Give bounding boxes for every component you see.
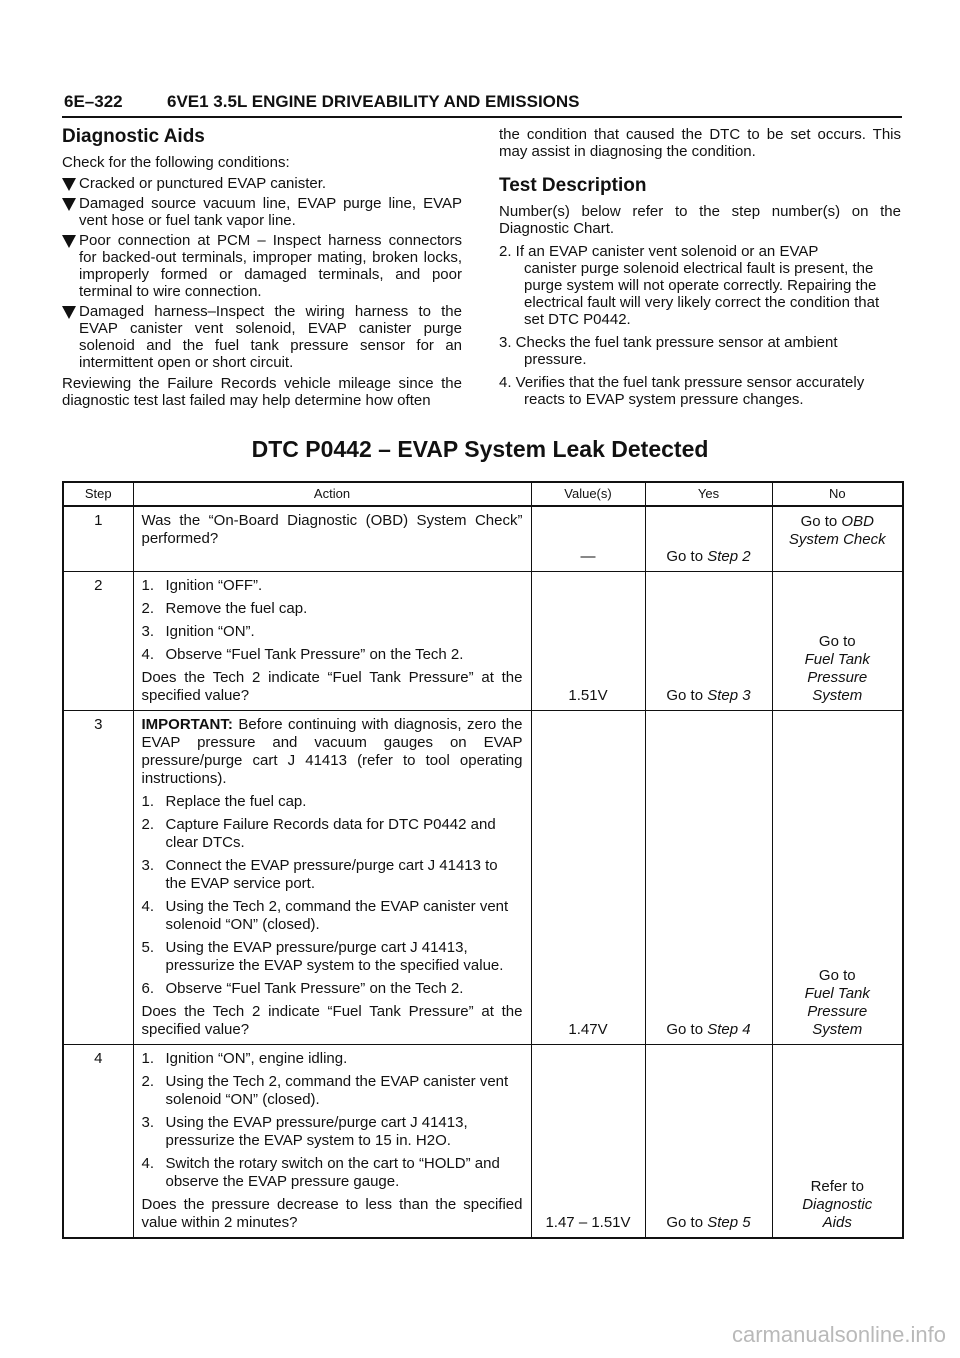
action-item: 3. Using the EVAP pressure/purge cart J 41413, pressurize the EVAP system to 15 in. H2O. xyxy=(141,1114,468,1149)
action-item: 2. Capture Failure Records data for DTC P0442 and clear DTCs. xyxy=(141,816,496,851)
step-reference-link[interactable]: Step 3 xyxy=(707,687,751,704)
dtc-title: DTC P0442 – EVAP System Leak Detected xyxy=(251,436,709,462)
action-question: Does the Tech 2 indicate “Fuel Tank Pressure” at the specified value? xyxy=(141,1003,523,1038)
condition-list xyxy=(62,175,462,371)
test-description-item: 3. Checks the fuel tank pressure sensor at ambient pressure. xyxy=(499,334,838,368)
left-column xyxy=(62,126,462,409)
condition-item: Damaged source vacuum line, EVAP purge line, EVAP vent hose or fuel tank vapor line. xyxy=(62,195,462,229)
step-number: 3 xyxy=(63,711,133,1045)
test-description-intro: Number(s) below refer to the step number(s) on the Diagnostic Chart. xyxy=(499,203,901,237)
diagnostic-aids-closing-continued: the condition that caused the DTC to be set occurs. This may assist in diagnosing the condition. xyxy=(499,126,901,160)
action-item: 4. Observe “Fuel Tank Pressure” on the Tech 2. xyxy=(141,646,464,663)
right-column xyxy=(499,126,901,408)
no-cell: Go to Fuel Tank Pressure System xyxy=(772,711,903,1045)
procedure-reference-link[interactable]: Fuel Tank Pressure System xyxy=(804,651,870,704)
test-description-item: 2. If an EVAP canister vent solenoid or an EVAP canister purge solenoid electrical fault is present, the purge system will not operate correctly. Repairing the electrical fault will very likely correct the condition that set DTC P0442. xyxy=(499,243,880,328)
page-header xyxy=(62,90,902,118)
test-description-heading: Test Description xyxy=(499,175,647,196)
action-item: 5. Using the EVAP pressure/purge cart J 41413, pressurize the EVAP system to the specified value. xyxy=(141,939,504,974)
column-header-yes: Yes xyxy=(645,482,772,506)
no-cell: Go to Fuel Tank Pressure System xyxy=(772,572,903,711)
action-cell xyxy=(133,711,531,1045)
no-cell: Go to OBD System Check xyxy=(772,506,903,572)
action-item: 3. Connect the EVAP pressure/purge cart J 41413 to the EVAP service port. xyxy=(141,857,498,892)
action-item: 4. Using the Tech 2, command the EVAP canister vent solenoid “ON” (closed). xyxy=(141,898,509,933)
action-question: Does the pressure decrease to less than the specified value within 2 minutes? xyxy=(141,1196,523,1231)
diagnostic-aids-closing: Reviewing the Failure Records vehicle mileage since the diagnostic test last failed may help determine how often xyxy=(62,375,462,409)
yes-cell: Go to Step 4 xyxy=(645,711,772,1045)
step-reference-link[interactable]: Step 2 xyxy=(707,548,751,565)
action-item: 1. Replace the fuel cap. xyxy=(141,793,307,810)
column-header-no: No xyxy=(772,482,903,506)
step-number: 2 xyxy=(63,572,133,711)
action-item: 3. Ignition “ON”. xyxy=(141,623,255,640)
yes-cell: Go to Step 3 xyxy=(645,572,772,711)
section-title: 6VE1 3.5L ENGINE DRIVEABILITY AND EMISSIONS xyxy=(167,92,580,111)
step-number: 1 xyxy=(63,506,133,572)
step-reference-link[interactable]: Step 4 xyxy=(707,1021,751,1038)
no-cell: Refer to Diagnostic Aids xyxy=(772,1045,903,1239)
table-row xyxy=(63,1045,903,1239)
triangle-bullet-icon xyxy=(62,235,76,248)
action-item: 1. Ignition “ON”, engine idling. xyxy=(141,1050,348,1067)
action-cell xyxy=(133,506,531,572)
triangle-bullet-icon xyxy=(62,306,76,319)
table-row xyxy=(63,506,903,572)
action-text: Was the “On-Board Diagnostic (OBD) System Check” performed? xyxy=(141,512,523,547)
condition-item: Damaged harness–Inspect the wiring harness to the EVAP canister vent solenoid, EVAP canister purge solenoid and the fuel tank pressure sensor for an intermittent open or short circuit. xyxy=(62,303,462,371)
step-number: 4 xyxy=(63,1045,133,1239)
watermark: carmanualsonline.info xyxy=(731,1322,946,1347)
action-question: Does the Tech 2 indicate “Fuel Tank Pressure” at the specified value? xyxy=(141,669,523,704)
page-number: 6E–322 xyxy=(64,92,123,111)
diagnostic-aids-intro: Check for the following conditions: xyxy=(62,154,290,171)
triangle-bullet-icon xyxy=(62,178,76,191)
value-cell: 1.51V xyxy=(531,572,645,711)
action-cell xyxy=(133,572,531,711)
table-row xyxy=(63,711,903,1045)
value-cell: 1.47V xyxy=(531,711,645,1045)
triangle-bullet-icon xyxy=(62,198,76,211)
value-cell: 1.47 – 1.51V xyxy=(531,1045,645,1239)
diagnostic-aids-heading: Diagnostic Aids xyxy=(62,126,205,147)
action-item: 6. Observe “Fuel Tank Pressure” on the Tech 2. xyxy=(141,980,464,997)
action-item: 4. Switch the rotary switch on the cart to “HOLD” and observe the EVAP pressure gauge. xyxy=(141,1155,500,1190)
column-header-values: Value(s) xyxy=(531,482,645,506)
column-header-step: Step xyxy=(63,482,133,506)
action-cell xyxy=(133,1045,531,1239)
procedure-reference-link[interactable]: Fuel Tank Pressure System xyxy=(804,985,870,1038)
yes-cell: Go to Step 5 xyxy=(645,1045,772,1239)
test-description-item: 4. Verifies that the fuel tank pressure sensor accurately reacts to EVAP system pressure changes. xyxy=(499,374,865,408)
important-note: IMPORTANT: Before continuing with diagnosis, zero the EVAP pressure and vacuum gauges on EVAP pressure/purge cart J 41413 (refer to tool operating instructions). xyxy=(141,716,523,787)
action-item: 2. Using the Tech 2, command the EVAP canister vent solenoid “ON” (closed). xyxy=(141,1073,509,1108)
table-header-row xyxy=(63,482,903,506)
procedure-reference-link[interactable]: OBD System Check xyxy=(788,513,886,548)
condition-item: Poor connection at PCM – Inspect harness connectors for backed-out terminals, improper mating, broken locks, improperly formed or damaged terminals, and poor terminal to wire connection. xyxy=(62,232,462,300)
action-item: 1. Ignition “OFF”. xyxy=(141,577,263,594)
yes-cell: Go to Step 2 xyxy=(645,506,772,572)
column-header-action: Action xyxy=(133,482,531,506)
procedure-reference-link[interactable]: Diagnostic Aids xyxy=(802,1196,873,1231)
step-reference-link[interactable]: Step 5 xyxy=(707,1214,751,1231)
value-cell: — xyxy=(531,506,645,572)
action-item: 2. Remove the fuel cap. xyxy=(141,600,308,617)
diagnostic-table xyxy=(62,481,904,1239)
table-row xyxy=(63,572,903,711)
condition-item: Cracked or punctured EVAP canister. xyxy=(62,175,462,192)
